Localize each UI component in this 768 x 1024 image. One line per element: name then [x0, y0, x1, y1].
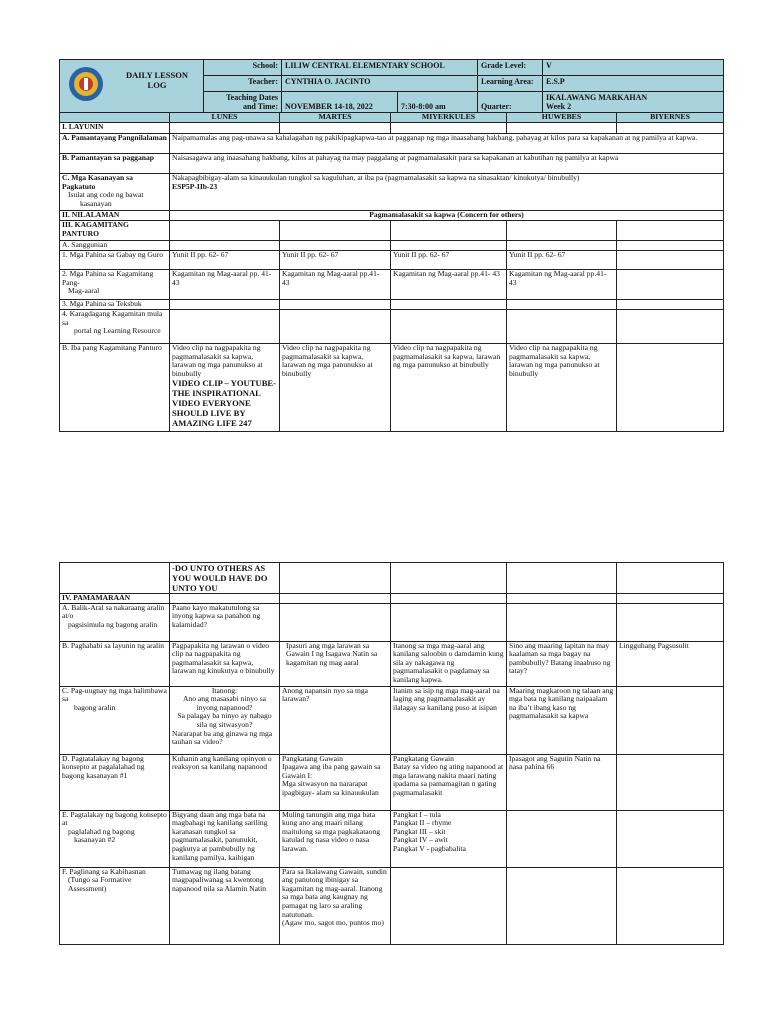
section-layunin: I. LAYUNIN — [60, 123, 170, 134]
dates-label-line1: Teaching Dates — [226, 93, 278, 102]
paglinang-label-line1: F. Paglinang sa Kabihasnan — [62, 867, 146, 876]
pag-uugnay-mon-1: Itanong: — [211, 686, 238, 695]
quarter-label: Quarter: — [478, 92, 543, 113]
teacher-label: Teacher: — [204, 76, 282, 92]
pagtatalakay1-thu: Ipasagot ang Sagutin Natin na nasa pahina 66 — [507, 754, 617, 810]
row-a-text: Naipamamalas ang pag-unawa sa kahalagahan ng pakikipagkapwa-tao at pagganap ng mga inaasahang hakbang, pahayag at kilos para sa kapakanan at ng pamilya at kapwa. — [170, 134, 724, 154]
kagamitang-thu: Kagamitan ng Mag-aaral pp.41- 43 — [507, 270, 617, 300]
paghahabi-label: B. Paghahabi sa layunin ng aralin — [60, 641, 170, 686]
paghahabi-tue: Ipasuri ang mga larawan sa Gawain I ng Isagawa Natin sa kagamitan ng mag aaral — [280, 641, 391, 686]
grade-label: Grade Level: — [478, 60, 543, 76]
day-header-thu: HUWEBES — [507, 113, 617, 123]
paglinang-label-line2: (Tungo sa Formative Assessment) — [68, 875, 132, 893]
teksbuk-label: 3. Mga Pahina sa Teksbuk — [60, 300, 170, 310]
pag-uugnay-mon-4: Nararapat ba ang ginawa ng mga tauhan sa video? — [172, 728, 273, 747]
day-header-blank — [60, 113, 170, 123]
kagamitang-wed: Kagamitan ng Mag-aaral pp.41- 43 — [391, 270, 507, 300]
pagtalakay2-label-line3: kasanayan #2 — [74, 835, 116, 845]
paglinang-mon: Tumawag ng ilang batang magpapaliwanag sa kwentong napanood nila sa Alamin Natin — [170, 867, 280, 944]
pag-uugnay-mon-3: Sa palagay ba ninyo ay nabago sila ng sitwasyon? — [177, 711, 272, 729]
row-c-label-sub2: kasanayan — [80, 198, 112, 208]
gabay-label: 1. Mga Pahina sa Gabay ng Guro — [60, 251, 170, 270]
karagdagan-label — [60, 310, 170, 344]
pangkat-1: Pangkat I – tula — [393, 810, 441, 819]
kagamitang-label-line1: 2. Mga Pahina sa Kagamitang Pang- — [62, 269, 154, 287]
pagtalakay2-label-line1: E. Pagtalakay ng bagong konsepto at — [62, 810, 167, 828]
school-seal-icon — [68, 66, 104, 102]
pangkat-3: Pangkat III – skit — [393, 826, 446, 836]
dates-label-line2: and Time: — [242, 102, 278, 111]
iba-label: B. Iba pang Kagamitang Panturo — [60, 344, 170, 432]
row-c-label-sub1: Isulat ang code ng bawat — [68, 190, 144, 200]
pagtatalakay1-label — [60, 754, 170, 810]
paglinang-tue-2: (Agaw mo, sagot mo, puntos mo) — [282, 918, 384, 928]
dates-value: NOVEMBER 14-18, 2022 — [282, 92, 398, 113]
kagamitang-tue: Kagamitan ng Mag-aaral pp.41- 43 — [280, 270, 391, 300]
pagtatalakay1-tue-2: Ipagawa ang iba pang gawain sa Gawain I: — [282, 762, 381, 780]
header-table — [59, 59, 724, 113]
balik-aral-label — [60, 603, 170, 641]
pagtalakay2-wed — [391, 810, 507, 867]
day-header-tue: MARTES — [280, 113, 391, 123]
pag-uugnay-label — [60, 686, 170, 754]
school-value: LILIW CENTRAL ELEMENTARY SCHOOL — [282, 60, 478, 76]
balik-aral-label-line2: pagsisimula ng bagong aralin — [68, 619, 158, 629]
section-nilalaman: II. NILALAMAN — [60, 211, 170, 221]
school-label: School: — [204, 60, 282, 76]
video-clip-title: VIDEO CLIP – YOUTUBE-THE INSPIRATIONAL VIDEO EVERYONE SHOULD LIVE BY AMAZING LIFE 247 — [172, 378, 277, 429]
day-header-row — [60, 113, 724, 123]
gabay-mon: Yunit II pp. 62- 67 — [170, 251, 280, 270]
paglinang-tue — [280, 867, 391, 944]
day-header-fri: BIYERNES — [617, 113, 724, 123]
karagdagan-label-line1: 4. Karagdagang Kagamitan mula sa — [62, 309, 163, 327]
iba-wed: Video clip na nagpapakita ng pagmamalasakit sa kapwa, larawan ng mga panunukso at binubully — [391, 344, 507, 432]
row-b-text: Naisasagawa ang inaasahang hakbang, kilos at pahayag na may paggalang at pagmamalasakit para sa kapakanan at kabutihan ng pamilya at kapwa — [170, 154, 724, 174]
row-b-label: B. Pamantayan sa pagganap — [60, 154, 170, 174]
pag-uugnay-label-line1: C. Pag-uugnay ng mga halimbawa sa — [62, 686, 167, 704]
row-c-label — [60, 174, 170, 211]
section-kagamitan: III. KAGAMITANG PANTURO — [60, 221, 170, 241]
paghahabi-fri: Lingguhang Pagsusulit — [617, 641, 724, 686]
time-value: 7:30-8:00 am — [398, 92, 478, 113]
pagtatalakay1-label-line1: D. Pagtatalakay ng bagong konsepto at pagalalahad ng — [62, 754, 145, 772]
page-title-line2: LOG — [147, 80, 167, 90]
sanggunian-label: A. Sanggunian — [60, 241, 170, 251]
gabay-thu: Yunit II pp. 62- 67 — [507, 251, 617, 270]
pagtatalakay1-wed — [391, 754, 507, 810]
paglinang-label — [60, 867, 170, 944]
day-header-mon: LUNES — [170, 113, 280, 123]
paglinang-tue-1: Para sa Ikalawang Gawain, sundin ang panutong ibinigay sa kagamitan ng mag-aaral. Itanong sa mga bata ang kaugnay ng pamagat ng laro sa araling natutunan. — [282, 867, 387, 919]
nilalaman-text: Pagmamalasakit sa kapwa (Concern for others) — [170, 211, 724, 221]
pagtalakay2-tue: Muling tanungin ang mga bata kung ano ang maari nilang maitulong sa mga pagkakataong katulad ng nasa video o nasa larawan. — [280, 810, 391, 867]
row-c-text — [170, 174, 724, 211]
karagdagan-label-line2: portal ng Learning Resource — [74, 326, 161, 336]
pagtalakay2-label-line2: paglalahad ng bagong — [68, 826, 135, 836]
lesson-grid-part2 — [59, 562, 724, 945]
kagamitang-label — [60, 270, 170, 300]
quarter-value — [543, 92, 724, 113]
kagamitang-mon: Kagamitan ng Mag-aaral pp. 41- 43 — [170, 270, 280, 300]
balik-aral-label-line1: A. Balik-Aral sa nakaraang aralin at/o — [62, 603, 165, 621]
paghahabi-thu: Sino ang maaring lapitan na may kaalaman sa mga bagay na pambubully? Batang inaabuso ng tatay? — [507, 641, 617, 686]
row-c-code: ESP5P-IIb-23 — [172, 181, 218, 191]
lesson-grid-part1 — [59, 112, 724, 432]
row-a-label: A. Pamantayang Pangnilalaman — [60, 134, 170, 154]
pangkat-4: Pangkat IV – awit — [393, 835, 448, 845]
iba-thu: Video clip na nagpapakita ng pagmamalasakit sa kapwa, larawan ng mga panunukso at binubully — [507, 344, 617, 432]
quarter-line1: IKALAWANG MARKAHAN — [546, 93, 648, 102]
pangkat-5: Pangkat V - pagbabalita — [393, 843, 466, 853]
section-pamamaraan: IV. PAMAMARAAN — [60, 594, 170, 604]
teacher-value: CYNTHIA O. JACINTO — [282, 76, 478, 92]
paghahabi-wed: Itanong sa mga mag-aaral ang kanilang saloobin o damdamin kung sila ay nakagawa ng pagmamalasakit o pagdamay sa kanilang kapwa. — [391, 641, 507, 686]
pagtatalakay1-tue — [280, 754, 391, 810]
pag-uugnay-mon-2: Ano ang masasabi ninyo sa inyong napanood? — [182, 694, 267, 712]
grade-value: V — [543, 60, 724, 76]
gabay-wed: Yunit II pp. 62- 67 — [391, 251, 507, 270]
paghahabi-mon: Pagpapakita ng larawan o video clip na nagpapakita ng pagmamalasakit sa kapwa, larawan ng kinukutya o binubully — [170, 641, 280, 686]
pag-uugnay-wed: Itanim sa isip ng mga mag-aaral na laging ang pagmamalasakit ay ilalagay sa kanilang puso at isipan — [391, 686, 507, 754]
pag-uugnay-thu: Maaring magkaroon ng talaan ang mga bata ng kanilang naipaalam na iba’t ibang kaso ng pagmamalasakit sa kapwa — [507, 686, 617, 754]
do-unto-others: -DO UNTO OTHERS AS YOU WOULD HAVE DO UNTO YOU — [170, 563, 280, 594]
balik-aral-mon: Paano kayo makatutulong sa inyong kapwa sa panahon ng kalamidad? — [170, 603, 280, 641]
area-label: Learning Area: — [478, 76, 543, 92]
pagtatalakay1-tue-1: Pangkatang Gawain — [282, 754, 343, 763]
header-logo-cell — [60, 60, 204, 113]
area-value: E.S.P — [543, 76, 724, 92]
iba-mon — [170, 344, 280, 432]
pag-uugnay-mon — [170, 686, 280, 754]
pag-uugnay-tue: Anong napansin nyo sa mga larawan? — [280, 686, 391, 754]
pagtatalakay1-wed-2: Batay sa video ng ating napanood at mga larawang nakita maari nating ipadama sa pamamagitan n gating pagmamalasakit — [393, 762, 504, 797]
kagamitang-label-line2: Mag-aaral — [68, 286, 100, 296]
gabay-tue: Yunit II pp. 62- 67 — [280, 251, 391, 270]
iba-tue: Video clip na nagpapakita ng pagmamalasakit sa kapwa, larawan ng mga panunukso at binubully — [280, 344, 391, 432]
pagtatalakay1-mon: Kuhanin ang kanilang opinyon o reaksyon sa kanilang napanood — [170, 754, 280, 810]
pagtalakay2-mon: Bigyang daan ang mga bata na magbahagi ng kanilang sariling karanasan tungkol sa pagmamalasakit, panunukit, pagkutya at pambubully ng kanilang pamilya, kaibigan — [170, 810, 280, 867]
page-title-line1: DAILY LESSON — [126, 70, 188, 80]
pagtatalakay1-label-line2: bagong kasanayan #1 — [62, 770, 128, 780]
pagtatalakay1-tue-3: Mga sitwasyon na nararapat ipagbigay- alam sa kinauukulan — [282, 779, 379, 797]
row-c-objective: Nakapagbibigay-alam sa kinauukulan tungkol sa kaguluhan, at iba pa (pagmamalasakit sa kapwa na sinasaktan/ kinukutya/ binubully) — [172, 173, 580, 182]
pangkat-2: Pangkat II – rhyme — [393, 818, 452, 828]
pagtalakay2-label — [60, 810, 170, 867]
day-header-wed: MIYERKULES — [391, 113, 507, 123]
pag-uugnay-label-line2: bagong aralin — [74, 702, 116, 712]
quarter-line2: Week 2 — [546, 102, 572, 111]
iba-mon-text: Video clip na nagpapakita ng pagmamalasakit sa kapwa, larawan ng mga panunukso at binubully — [172, 343, 263, 378]
row-c-label-title: C. Mga Kasanayan sa Pagkatuto — [62, 173, 133, 191]
dates-label — [204, 92, 282, 113]
pagtatalakay1-wed-1: Pangkatang Gawain — [393, 754, 454, 763]
